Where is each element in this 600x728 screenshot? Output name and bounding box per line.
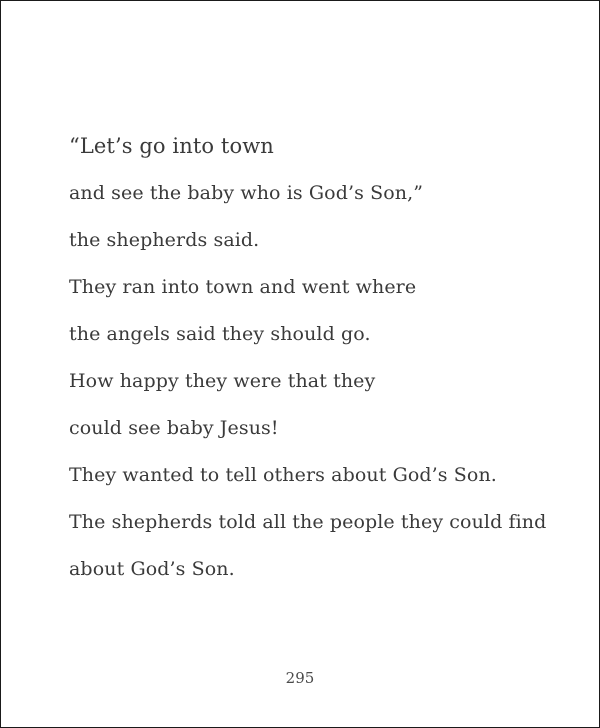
- story-line-2: and see the baby who is God’s Son,”: [69, 182, 424, 204]
- story-line-6: How happy they were that they: [69, 370, 376, 392]
- story-line-8: They wanted to tell others about God’s Son.: [69, 464, 497, 486]
- story-line-4: They ran into town and went where: [69, 276, 417, 298]
- story-line-1: “Let’s go into town: [69, 134, 274, 158]
- story-line-3: the shepherds said.: [69, 229, 260, 251]
- story-line-7: could see baby Jesus!: [69, 417, 279, 439]
- story-line-5: the angels said they should go.: [69, 323, 371, 345]
- story-text: [69, 123, 546, 593]
- story-line-9: The shepherds told all the people they could find: [69, 511, 547, 533]
- story-line-10: about God’s Son.: [69, 558, 235, 580]
- page-number: 295: [285, 669, 315, 687]
